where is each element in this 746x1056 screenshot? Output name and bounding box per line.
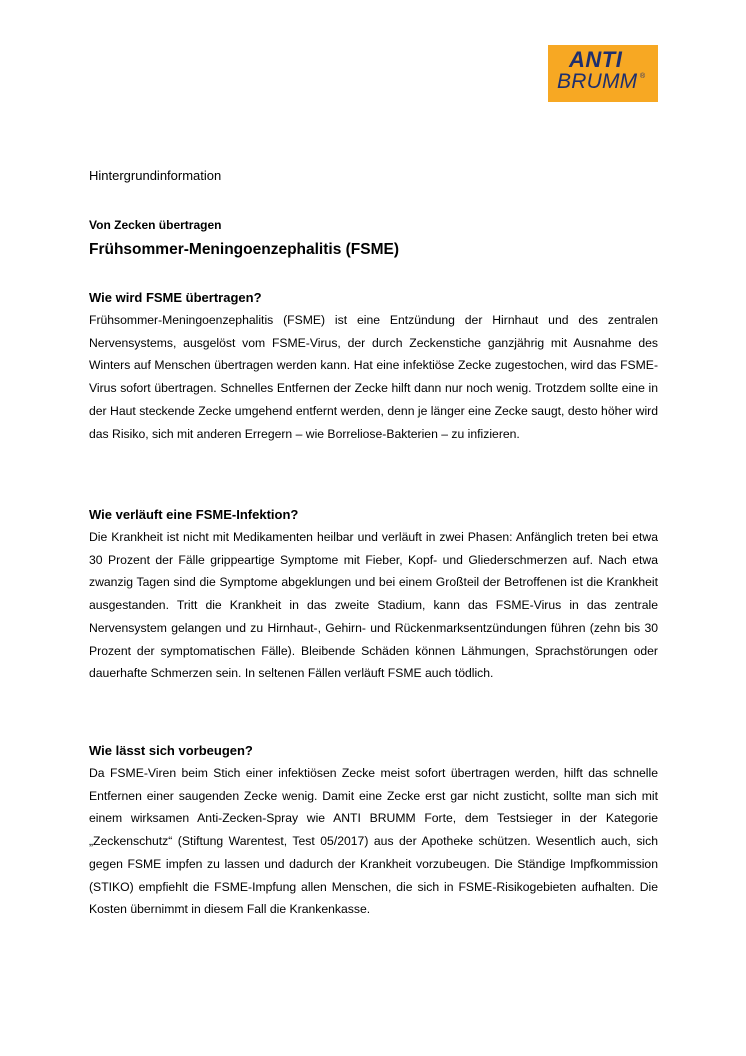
brand-logo [548, 45, 658, 102]
section-body: Die Krankheit ist nicht mit Medikamenten heilbar und verläuft in zwei Phasen: Anfänglich treten bei etwa 30 Prozent der Fälle grippeartige Symptome mit Fieber, Kopf- und Gliederschmerzen auf. Nach etwa zwanzig Tagen sind die Symptome abgeklungen und bei einem Großteil der Betroffenen ist die Krankheit ausgestanden. Tritt die Krankheit in das zweite Stadium, kann das FSME-Virus in das zentrale Nervensystem gelangen und zu Hirnhaut-, Gehirn- und Rückenmarksentzündungen führen (zehn bis 30 Prozent der symptomatischen Fälle). Bleibende Schäden können Lähmungen, Sprachstörungen oder dauerhafte Schmerzen sein. In seltenen Fällen verläuft FSME auch tödlich. [89, 530, 658, 681]
logo-text-anti: ANTI [569, 47, 623, 72]
section-body: Da FSME-Viren beim Stich einer infektiösen Zecke meist sofort übertragen werden, hilft das schnelle Entfernen einer saugenden Zecke wenig. Damit eine Zecke erst gar nicht zusticht, sollte man sich mit einem wirksamen Anti-Zecken-Spray wie ANTI BRUMM Forte, dem Testsieger in der Kategorie „Zeckenschutz“ (Stiftung Warentest, Test 05/2017) aus der Apotheke schützen. Wesentlich auch, sich gegen FSME impfen zu lassen und dadurch der Krankheit vorzubeugen. Die Ständige Impfkommission (STIKO) empfiehlt die FSME-Impfung allen Menschen, die sich in FSME-Risikogebieten aufhalten. Die Kosten übernimmt in diesem Fall die Krankenkasse. [89, 766, 658, 917]
section-heading: Wie wird FSME übertragen? [89, 290, 262, 305]
document-title: Frühsommer-Meningoenzephalitis (FSME) [89, 241, 400, 258]
section-heading: Wie verläuft eine FSME-Infektion? [89, 507, 299, 522]
section-body: Frühsommer-Meningoenzephalitis (FSME) ist eine Entzündung der Hirnhaut und des zentralen Nervensystems, ausgelöst vom FSME-Virus, der durch Zeckenstiche ganzjährig mit Ausnahme des Winters auf Menschen übertragen werden kann. Hat eine infektiöse Zecke zugestochen, wird das FSME-Virus sofort übertragen. Schnelles Entfernen der Zecke hilft dann nur noch wenig. Trotzdem sollte eine in der Haut steckende Zecke umgehend entfernt werden, denn je länger eine Zecke saugt, desto höher wird das Risiko, sich mit anderen Erregern – wie Borreliose-Bakterien – zu infizieren. [89, 313, 658, 441]
section-prevention [89, 742, 658, 921]
document-kicker: Von Zecken übertragen [89, 218, 222, 232]
registered-mark: ® [640, 73, 646, 80]
section-heading: Wie lässt sich vorbeugen? [89, 743, 253, 758]
section-course [89, 506, 658, 685]
document-category: Hintergrundinformation [89, 168, 222, 183]
logo-text-brumm: BRUMM [557, 70, 638, 93]
section-transmission [89, 289, 658, 445]
